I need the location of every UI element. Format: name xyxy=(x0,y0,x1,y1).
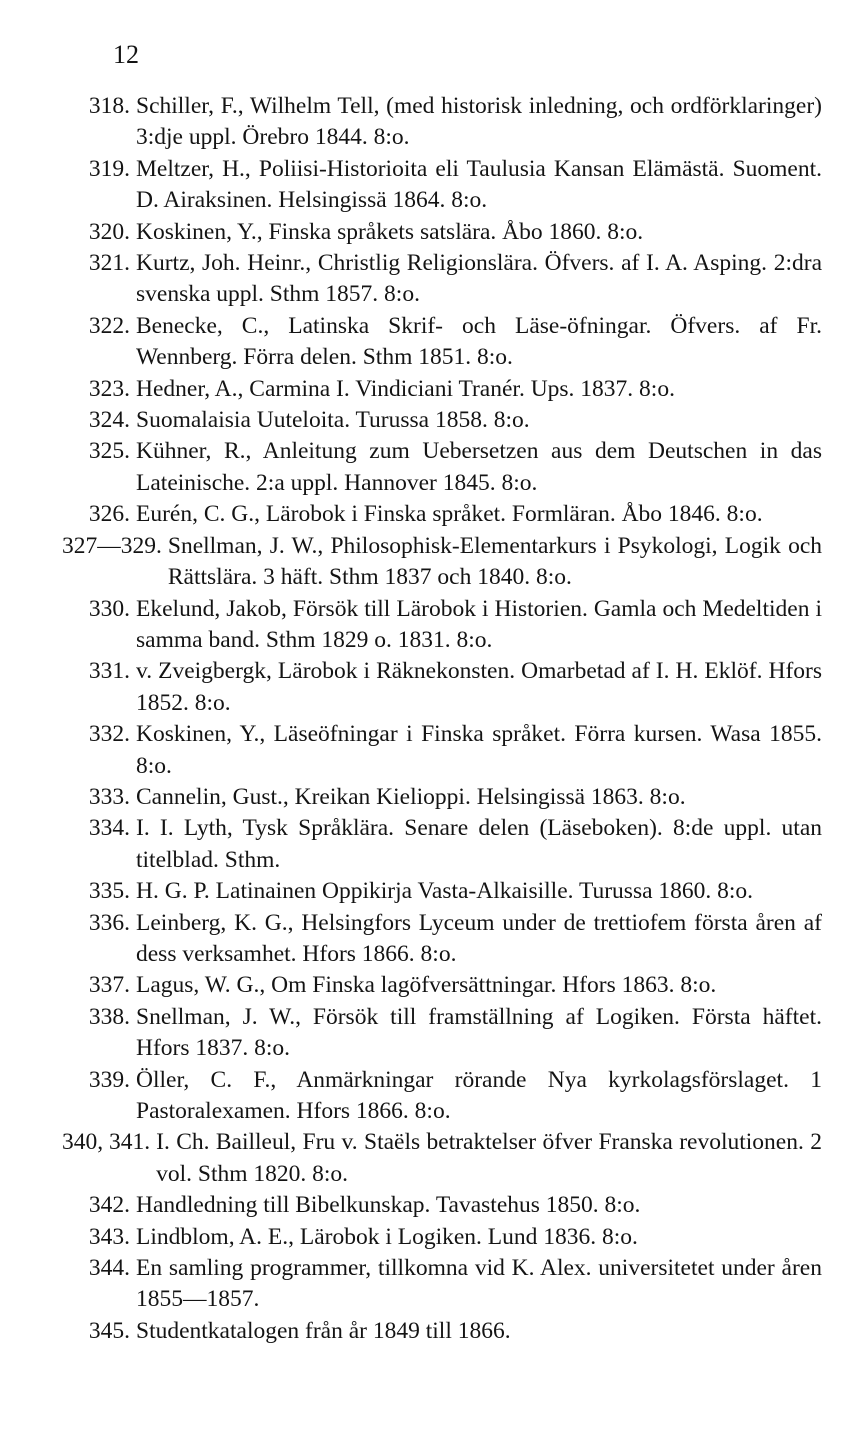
entry-number: 345. xyxy=(88,1317,130,1344)
entry-text: Kühner, R., Anleitung zum Uebersetzen aus dem Deutschen in das Lateinische. 2:a uppl. Hannover 1845. 8:o. xyxy=(136,438,822,496)
catalog-entry xyxy=(62,970,822,1001)
entry-text: v. Zveigbergk, Lärobok i Räknekonsten. Omarbetad af I. H. Eklöf. Hfors 1852. 8:o. xyxy=(136,658,822,716)
entry-text: Snellman, J. W., Försök till framställning af Logiken. Första häftet. Hfors 1837. 8:o. xyxy=(136,1003,822,1062)
catalog-entry xyxy=(62,405,822,436)
entry-number: 339. xyxy=(88,1066,130,1093)
entry-text: Eurén, C. G., Lärobok i Finska språket. Formläran. Åbo 1846. 8:o. xyxy=(136,501,763,528)
catalog-entry xyxy=(62,782,822,813)
entry-text: Koskinen, Y., Läseöfningar i Finska språket. Förra kursen. Wasa 1855. 8:o. xyxy=(136,721,822,779)
catalog-entry xyxy=(62,719,822,782)
catalog-entry xyxy=(62,1002,822,1065)
catalog-entry-list xyxy=(62,91,822,1347)
catalog-entry xyxy=(62,876,822,907)
entry-text: Kurtz, Joh. Heinr., Christlig Religionslära. Öfvers. af I. A. Asping. 2:dra svenska uppl. Sthm 1857. 8:o. xyxy=(136,250,822,308)
entry-number: 343. xyxy=(88,1223,130,1250)
entry-number: 338. xyxy=(88,1003,130,1030)
entry-text: Suomalaisia Uuteloita. Turussa 1858. 8:o. xyxy=(136,407,530,434)
entry-number: 342. xyxy=(88,1192,130,1219)
catalog-entry xyxy=(62,374,822,405)
entry-text: Studentkatalogen från år 1849 till 1866. xyxy=(136,1317,511,1344)
entry-text: I. Ch. Bailleul, Fru v. Staëls betraktelser öfver Franska revolutionen. 2 vol. Sthm 1820. 8:o. xyxy=(156,1129,822,1187)
catalog-entry xyxy=(62,1222,822,1253)
entry-number: 340, 341. xyxy=(62,1129,151,1156)
entry-text: Öller, C. F., Anmärkningar rörande Nya kyrkolagsförslaget. 1 Pastoralexamen. Hfors 1866. 8:o. xyxy=(136,1066,822,1124)
entry-number: 322. xyxy=(88,312,130,339)
entry-number: 327—329. xyxy=(62,532,162,559)
entry-text: En samling programmer, tillkomna vid K. Alex. universitetet under åren 1855—1857. xyxy=(136,1255,822,1313)
catalog-entry xyxy=(62,436,822,499)
entry-text: Lindblom, A. E., Lärobok i Logiken. Lund 1836. 8:o. xyxy=(136,1223,638,1250)
catalog-entry xyxy=(62,813,822,876)
catalog-entry xyxy=(62,248,822,311)
entry-number: 335. xyxy=(88,878,130,905)
entry-text: Benecke, C., Latinska Skrif- och Läse-öfningar. Öfvers. af Fr. Wennberg. Förra delen. Sthm 1851. 8:o. xyxy=(136,312,822,371)
catalog-entry xyxy=(62,1316,822,1347)
entry-number: 323. xyxy=(88,375,130,402)
entry-text: Handledning till Bibelkunskap. Tavastehus 1850. 8:o. xyxy=(136,1192,641,1219)
catalog-entry xyxy=(62,311,822,374)
entry-number: 325. xyxy=(88,438,130,465)
catalog-entry xyxy=(62,154,822,217)
entry-text: H. G. P. Latinainen Oppikirja Vasta-Alkaisille. Turussa 1860. 8:o. xyxy=(136,878,754,905)
entry-number: 336. xyxy=(88,909,130,936)
entry-number: 326. xyxy=(88,501,130,528)
catalog-entry xyxy=(62,1253,822,1316)
entry-text: Cannelin, Gust., Kreikan Kielioppi. Helsingissä 1863. 8:o. xyxy=(136,783,686,810)
entry-number: 332. xyxy=(88,721,130,748)
entry-number: 337. xyxy=(88,972,130,999)
entry-number: 321. xyxy=(88,250,130,277)
entry-number: 320. xyxy=(88,218,130,245)
entry-text: I. I. Lyth, Tysk Språklära. Senare delen (Läseboken). 8:de uppl. utan titelblad. Sthm. xyxy=(136,815,822,873)
catalog-entry xyxy=(62,499,822,530)
entry-text: Schiller, F., Wilhelm Tell, (med historisk inledning, och ordförklaringer) 3:dje uppl. Örebro 1844. 8:o. xyxy=(136,93,822,151)
catalog-entry xyxy=(62,594,822,657)
entry-text: Ekelund, Jakob, Försök till Lärobok i Historien. Gamla och Medeltiden i samma band. Sthm 1829 o. 1831. 8:o. xyxy=(136,595,822,653)
catalog-entry xyxy=(62,217,822,248)
catalog-entry xyxy=(62,1127,822,1190)
catalog-entry xyxy=(62,656,822,719)
catalog-entry xyxy=(62,91,822,154)
catalog-entry xyxy=(62,1190,822,1221)
entry-text: Koskinen, Y., Finska språkets satslära. Åbo 1860. 8:o. xyxy=(136,218,644,245)
entry-number: 330. xyxy=(88,595,130,622)
entry-text: Snellman, J. W., Philosophisk-Elementarkurs i Psykologi, Logik och Rättslära. 3 häft. Sthm 1837 och 1840. 8:o. xyxy=(167,532,822,591)
entry-number: 334. xyxy=(88,815,130,842)
catalog-entry xyxy=(62,1065,822,1128)
entry-text: Meltzer, H., Poliisi-Historioita eli Taulusia Kansan Elämästä. Suoment. D. Airaksinen. Helsingissä 1864. 8:o. xyxy=(136,155,822,214)
entry-number: 333. xyxy=(88,783,130,810)
entry-number: 318. xyxy=(88,93,130,119)
entry-text: Lagus, W. G., Om Finska lagöfversättningar. Hfors 1863. 8:o. xyxy=(136,972,717,999)
entry-number: 331. xyxy=(88,658,130,685)
catalog-entry xyxy=(62,908,822,971)
entry-number: 344. xyxy=(88,1255,130,1282)
entry-number: 319. xyxy=(88,155,130,182)
catalog-entry xyxy=(62,531,822,594)
entry-number: 324. xyxy=(88,407,130,434)
entry-text: Leinberg, K. G., Helsingfors Lyceum under de trettiofem första åren af dess verksamhet. Hfors 1866. 8:o. xyxy=(136,909,822,967)
page-number: 12 xyxy=(113,40,139,69)
entry-text: Hedner, A., Carmina I. Vindiciani Tranér. Ups. 1837. 8:o. xyxy=(136,375,675,402)
